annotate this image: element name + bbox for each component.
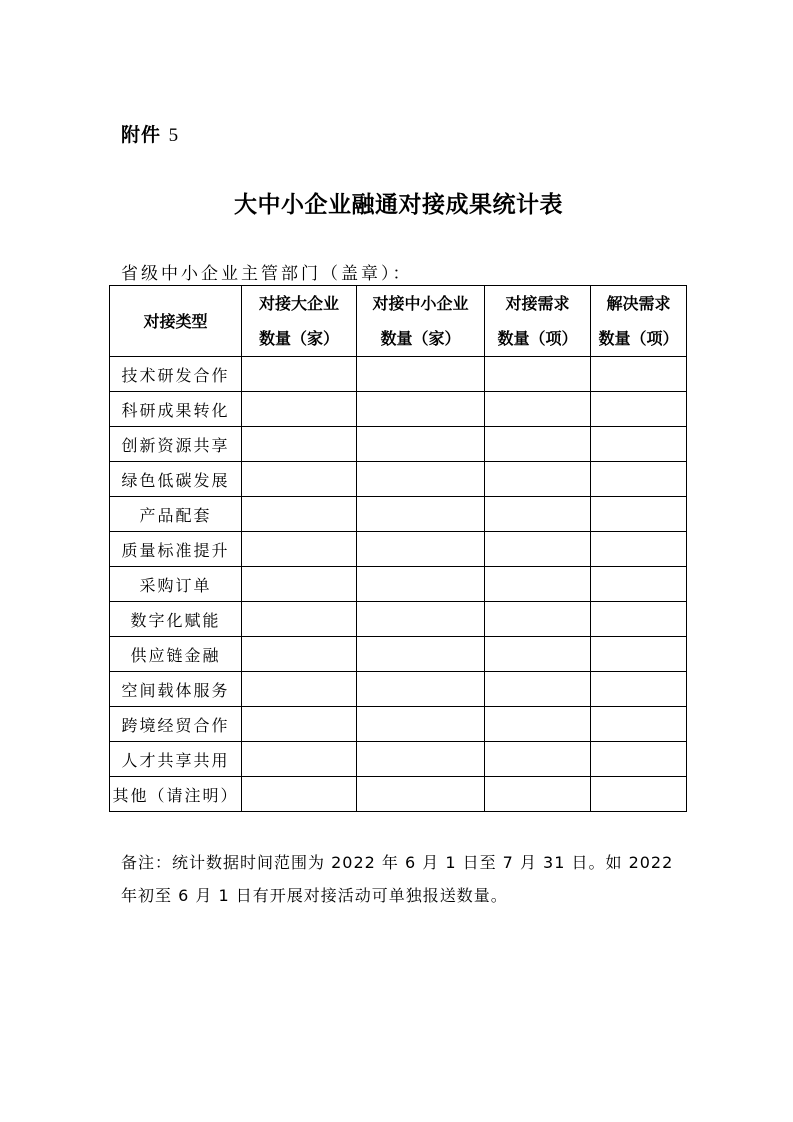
header-large-enterprises	[242, 286, 357, 357]
cell-matching-type: 质量标准提升	[110, 532, 242, 567]
header-line: 对接需求	[505, 294, 570, 313]
cell-solved-count[interactable]	[591, 497, 687, 532]
cell-sme-count[interactable]	[357, 532, 485, 567]
cell-sme-count[interactable]	[357, 392, 485, 427]
cell-large-enterprises[interactable]	[242, 742, 357, 777]
cell-demand-count[interactable]	[485, 707, 591, 742]
header-sme-count	[357, 286, 485, 357]
document-title	[0, 186, 793, 219]
cell-solved-count[interactable]	[591, 637, 687, 672]
cell-matching-type: 空间载体服务	[110, 672, 242, 707]
cell-solved-count[interactable]	[591, 707, 687, 742]
cell-sme-count[interactable]	[357, 602, 485, 637]
cell-matching-type: 人才共享共用	[110, 742, 242, 777]
table-row	[110, 532, 687, 567]
cell-demand-count[interactable]	[485, 777, 591, 812]
table-row	[110, 672, 687, 707]
cell-sme-count[interactable]	[357, 462, 485, 497]
cell-demand-count[interactable]	[485, 462, 591, 497]
cell-sme-count[interactable]	[357, 742, 485, 777]
cell-solved-count[interactable]	[591, 427, 687, 462]
header-line: 数量（项）	[497, 329, 578, 348]
cell-sme-count[interactable]	[357, 567, 485, 602]
document-title-text: 大中小企业融通对接成果统计表	[234, 192, 563, 218]
cell-demand-count[interactable]	[485, 392, 591, 427]
attachment-label	[121, 120, 179, 147]
cell-large-enterprises[interactable]	[242, 777, 357, 812]
table-row	[110, 357, 687, 392]
cell-demand-count[interactable]	[485, 637, 591, 672]
cell-large-enterprises[interactable]	[242, 707, 357, 742]
header-line: 解决需求	[606, 294, 671, 313]
cell-demand-count[interactable]	[485, 497, 591, 532]
cell-large-enterprises[interactable]	[242, 602, 357, 637]
cell-demand-count[interactable]	[485, 532, 591, 567]
footnote-line-2: 年初至 6 月 1 日有开展对接活动可单独报送数量。	[121, 886, 508, 905]
cell-demand-count[interactable]	[485, 602, 591, 637]
cell-matching-type: 绿色低碳发展	[110, 462, 242, 497]
cell-large-enterprises[interactable]	[242, 532, 357, 567]
footnote	[121, 846, 681, 912]
cell-large-enterprises[interactable]	[242, 567, 357, 602]
cell-demand-count[interactable]	[485, 742, 591, 777]
cell-matching-type: 科研成果转化	[110, 392, 242, 427]
attachment-number: 5	[168, 125, 180, 146]
table-row	[110, 637, 687, 672]
cell-sme-count[interactable]	[357, 672, 485, 707]
header-line: 对接中小企业	[372, 294, 469, 313]
cell-solved-count[interactable]	[591, 672, 687, 707]
cell-solved-count[interactable]	[591, 462, 687, 497]
cell-large-enterprises[interactable]	[242, 672, 357, 707]
cell-sme-count[interactable]	[357, 497, 485, 532]
cell-demand-count[interactable]	[485, 357, 591, 392]
cell-demand-count[interactable]	[485, 672, 591, 707]
cell-large-enterprises[interactable]	[242, 427, 357, 462]
header-solved-count	[591, 286, 687, 357]
table-row	[110, 567, 687, 602]
cell-large-enterprises[interactable]	[242, 392, 357, 427]
cell-sme-count[interactable]	[357, 777, 485, 812]
cell-sme-count[interactable]	[357, 637, 485, 672]
header-line: 对接类型	[143, 311, 208, 331]
department-label: 省级中小企业主管部门（盖章）：	[121, 264, 413, 284]
cell-large-enterprises[interactable]	[242, 357, 357, 392]
cell-solved-count[interactable]	[591, 532, 687, 567]
cell-demand-count[interactable]	[485, 427, 591, 462]
statistics-table	[109, 285, 687, 812]
cell-sme-count[interactable]	[357, 707, 485, 742]
header-demand-count	[485, 286, 591, 357]
cell-large-enterprises[interactable]	[242, 497, 357, 532]
table-row	[110, 497, 687, 532]
cell-sme-count[interactable]	[357, 427, 485, 462]
cell-matching-type: 采购订单	[110, 567, 242, 602]
cell-matching-type: 技术研发合作	[110, 357, 242, 392]
cell-solved-count[interactable]	[591, 357, 687, 392]
cell-demand-count[interactable]	[485, 567, 591, 602]
attachment-text: 附件	[121, 124, 162, 146]
table-row	[110, 777, 687, 812]
cell-large-enterprises[interactable]	[242, 637, 357, 672]
table-row	[110, 742, 687, 777]
cell-solved-count[interactable]	[591, 392, 687, 427]
cell-sme-count[interactable]	[357, 357, 485, 392]
table-row	[110, 707, 687, 742]
table-row	[110, 462, 687, 497]
header-line: 对接大企业	[258, 294, 339, 313]
header-line: 数量（项）	[598, 329, 679, 348]
cell-matching-type: 跨境经贸合作	[110, 707, 242, 742]
table-row	[110, 392, 687, 427]
table-row	[110, 602, 687, 637]
footnote-line-1: 备注：统计数据时间范围为 2022 年 6 月 1 日至 7 月 31 日。如 2022	[121, 853, 674, 872]
cell-matching-type: 创新资源共享	[110, 427, 242, 462]
cell-solved-count[interactable]	[591, 742, 687, 777]
table-row	[110, 427, 687, 462]
header-line: 数量（家）	[380, 329, 461, 348]
cell-solved-count[interactable]	[591, 567, 687, 602]
header-matching-type	[110, 286, 242, 357]
cell-large-enterprises[interactable]	[242, 462, 357, 497]
cell-matching-type: 其他（请注明）	[110, 777, 242, 812]
cell-solved-count[interactable]	[591, 777, 687, 812]
table-header-row	[110, 286, 687, 357]
cell-matching-type: 产品配套	[110, 497, 242, 532]
cell-matching-type: 供应链金融	[110, 637, 242, 672]
header-line: 数量（家）	[258, 329, 339, 348]
cell-solved-count[interactable]	[591, 602, 687, 637]
cell-matching-type: 数字化赋能	[110, 602, 242, 637]
